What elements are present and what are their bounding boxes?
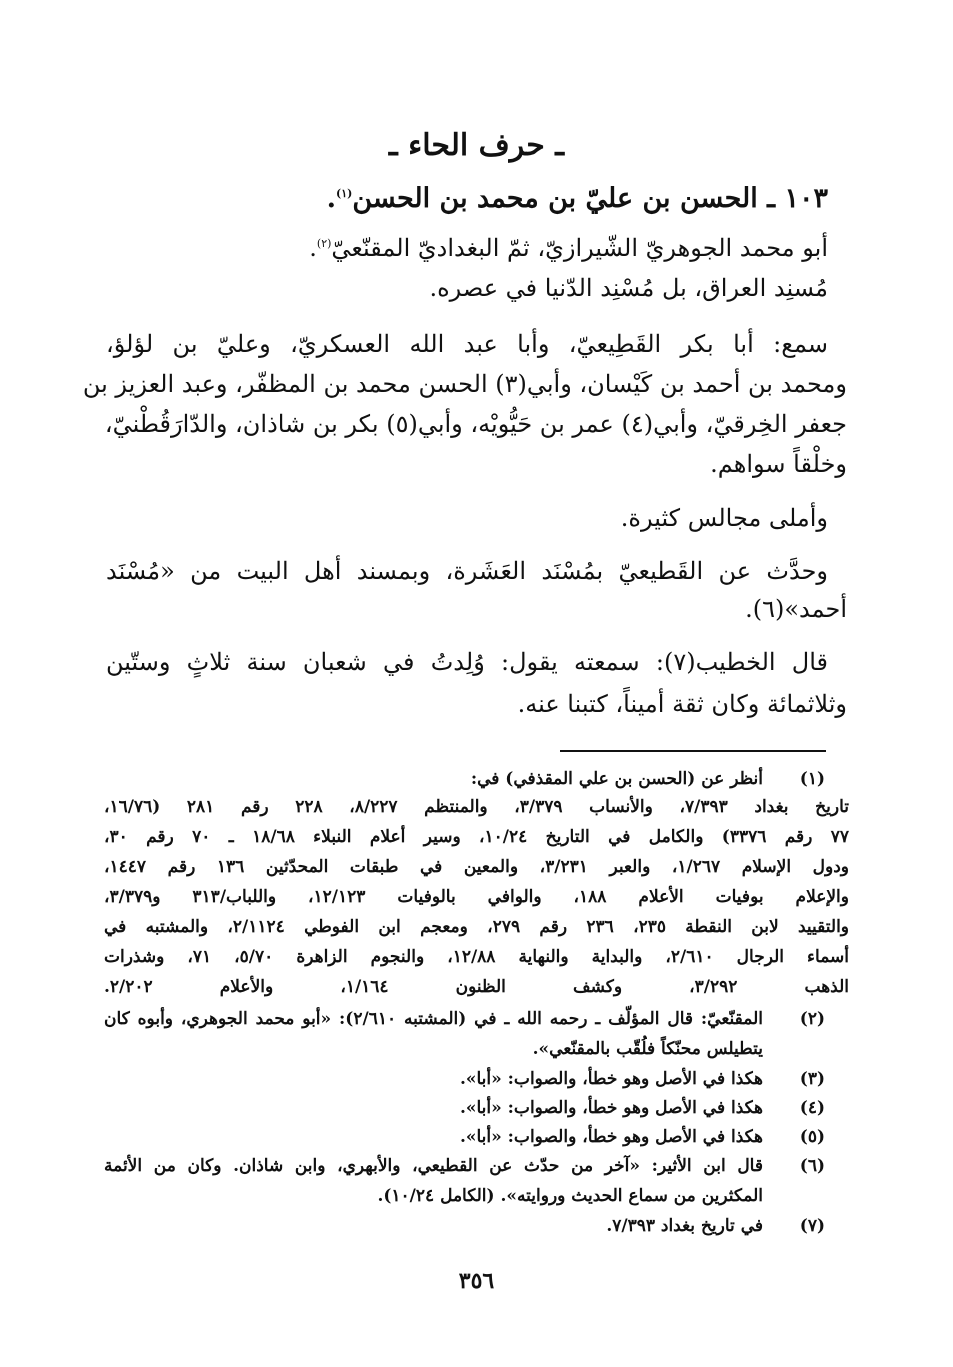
entry-kunya-text: أبو محمد الجوهريّ الشّيرازيّ، ثمّ البغداديّ المقنّعيّ [331,234,828,262]
footnote-line: والإعلام بوفيات الأعلام ١٨٨، والوافي بالوفيات ١٢/١٢٣، واللباب/٣١٣ و٣/٣٧٩، [104,887,849,907]
footnote-line: أنظر عن (الحسن بن علي المقذفي) في: [470,769,763,789]
footnote-1-continued [104,792,849,1002]
footnote-line: هكذا في الأصل وهو خطأ، والصواب: «أبا». [459,1098,763,1118]
footnote-1 [104,764,825,794]
footnote-text [104,1151,763,1211]
entry-title [327,183,828,214]
paragraph-line: وخلْقاً سواهم. [710,450,847,478]
footnote-number: (٢) [799,1009,825,1029]
footnote-number: (٤) [799,1098,825,1118]
footnote-line: المكثرين من سماع الحديث وروايته». (الكامل ١٠/٢٤). [377,1186,763,1206]
footnote-2 [104,1004,825,1064]
paragraph-line: أحمد»(٦). [745,595,847,623]
footnote-text [104,1093,763,1123]
paragraph-line: وأملى مجالس كثيرة. [620,504,828,532]
chapter-heading: ـ حرف الحاء ـ [388,128,565,163]
footnote-line: ٧٧ رقم ٣٣٧٦) والكامل في التاريخ ١٠/٢٤، وسير أعلام النبلاء ١٨/٦٨ ـ ٧٠ رقم ٣٠، [104,827,849,847]
footnote-line: تاريخ بغداد ٧/٣٩٣، والأنساب ٣/٣٧٩، والمنتظم ٨/٢٢٧، ٢٢٨ رقم ٢٨١ (١٦/٧٦، [104,797,849,817]
paragraph-line: قال الخطيب(٧): سمعته يقول: وُلِدتُ في شعبان سنة ثلاثٍ وستّين [106,648,828,676]
footnote-text [104,764,763,794]
footnote-3 [104,1064,825,1094]
footnote-line: ودول الإسلام ١/٢٦٧، والعبر ٣/٢٣١، والمعين في طبقات المحدّثين ١٣٦ رقم ١٤٤٧، [104,857,849,877]
entry-description-line: مُسنِد العراق، بل مُسْنِد الدّنيا في عصره. [429,274,828,302]
footnote-line: المقنّعيّ: قال المؤلّف ـ رحمه الله ـ في (المشتبه ٢/٦١٠): «أبو محمد الجوهري، وأبوه كان [104,1009,763,1029]
paragraph-line: ومحمد بن أحمد بن كَيْسان، وأبي(٣) الحسن محمد بن المظفّر، وعبد العزيز بن [82,370,847,398]
footnote-line: والتقييد لابن النقطة ٢٣٥، ٢٣٦ رقم ٢٧٩، ومعجم ابن الفوطي ٢/١١٢٤، والمشتبه في [104,917,849,937]
footnote-separator [560,750,826,752]
page-number: ٣٥٦ [458,1268,495,1294]
footnote-text [104,1122,763,1152]
footnote-line: قال ابن الأثير: «آخر من حدّث عن القطيعي، والأبهري، وابن شاذان. وكان من الأئمة [104,1156,763,1176]
footnote-4 [104,1093,825,1123]
footnote-number: (٥) [799,1127,825,1147]
paragraph-line: سمع: أبا بكر القَطِيعيّ، وأبا عبد الله العسكريّ، وعليّ بن لؤلؤ، [106,330,828,358]
footnote-7 [104,1211,825,1241]
footnote-text [104,1064,763,1094]
footnote-line: أسماء الرجال ٢/٦١٠، والبداية والنهاية ١٢/٨٨، والنجوم الزاهرة ٥/٧٠، ٧١، وشذرات [104,947,850,967]
entry-kunya-end: . [309,234,317,262]
footnote-line: هكذا في الأصل وهو خطأ، والصواب: «أبا». [459,1127,763,1147]
footnote-line: في تاريخ بغداد ٧/٣٩٣. [606,1216,763,1236]
footnote-number: (٧) [799,1216,825,1236]
footnote-text [104,792,849,1002]
footnote-text [104,1004,763,1064]
footnote-line: الذهب ٣/٢٩٢، وكشف الظنون ١/١٦٤، والأعلام ٢/٢٠٢. [104,977,849,997]
footnote-text [104,1211,763,1241]
footnote-5 [104,1122,825,1152]
entry-kunya-line [309,226,828,270]
footnote-ref: (٢) [316,237,332,250]
entry-title-end: . [326,183,336,214]
paragraph-line: وحدَّث عن القَطيعيّ بمُسْنَد العَشَرة، وبمسند أهل البيت من «مُسْنَد [106,557,828,585]
footnote-line: هكذا في الأصل وهو خطأ، والصواب: «أبا». [459,1069,763,1089]
paragraph-line: وثلاثمائة وكان ثقة أميناً، كتبنا عنه. [517,690,847,718]
footnote-ref: (١) [335,187,353,200]
footnote-6 [104,1151,825,1211]
footnote-number: (٣) [799,1069,825,1089]
footnote-number: (٦) [799,1156,825,1176]
entry-title-text: ١٠٣ ـ الحسن بن عليّ بن محمد بن الحسن [352,183,828,214]
footnote-line: يتطيلس محنّكاً فلُقّب بالمقنّعي». [532,1039,763,1059]
footnote-number: (١) [799,769,825,789]
paragraph-line: جعفر الخِرقيّ، وأبي(٤) عمر بن حَيُّويْه، وأبي(٥) بكر بن شاذان، والدّارَقُطْنيّ، [104,410,847,438]
